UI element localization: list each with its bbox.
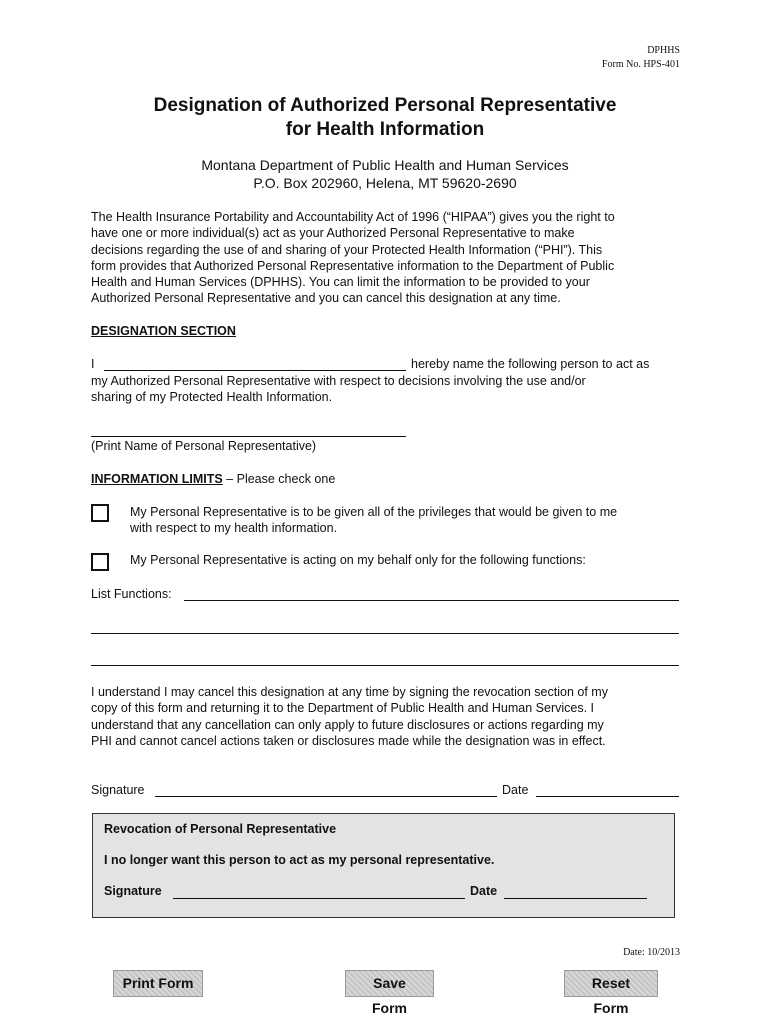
revocation-signature-field[interactable] (173, 898, 465, 899)
list-functions-field-3[interactable] (91, 665, 679, 666)
form-header (602, 44, 680, 72)
designation-heading: DESIGNATION SECTION (91, 324, 236, 338)
cancel-line: copy of this form and returning it to the Department of Public Health and Human Services. I (91, 701, 595, 716)
cancel-line: PHI and cannot cancel actions taken or disclosures made while the designation was in effect. (91, 733, 606, 748)
revocation-heading: Revocation of Personal Representative (104, 822, 337, 836)
limited-functions-checkbox[interactable] (91, 553, 109, 571)
designation-prefix: I (91, 357, 95, 371)
revocation-box (92, 813, 675, 918)
intro-line: Health and Human Services (DPHHS). You can limit the information to be provided to your (91, 275, 590, 290)
designation-line-3: sharing of my Protected Health Information. (91, 390, 333, 405)
cancel-line: understand that any cancellation can only apply to future disclosures or actions regarding my (91, 717, 604, 732)
limits-heading: INFORMATION LIMITS (91, 472, 223, 486)
intro-line: decisions regarding the use of and sharing of your Protected Health Information (“PHI”). This (91, 242, 603, 257)
signature-label: Signature (91, 783, 145, 797)
revocation-date-field[interactable] (504, 898, 647, 899)
all-privileges-checkbox[interactable] (91, 504, 109, 522)
reset-form-button[interactable]: Reset Form (564, 970, 658, 997)
option-1-line-1: My Personal Representative is to be given all of the privileges that would be given to me (130, 505, 618, 519)
representative-name-field[interactable] (91, 436, 406, 437)
save-form-button[interactable]: Save Form (345, 970, 434, 997)
revocation-signature-label: Signature (104, 884, 162, 898)
agency-block (0, 156, 770, 192)
date-field[interactable] (536, 796, 679, 797)
intro-paragraph (91, 209, 691, 307)
list-functions-field-1[interactable] (184, 600, 679, 601)
title-line-2: for Health Information (285, 119, 485, 140)
limits-instruction: – Please check one (222, 472, 336, 486)
print-form-button[interactable]: Print Form (113, 970, 203, 997)
date-label: Date (502, 783, 529, 797)
revocation-statement: I no longer want this person to act as my personal representative. (104, 853, 495, 867)
cancel-line: I understand I may cancel this designation at any time by signing the revocation section of my (91, 685, 608, 699)
intro-line: The Health Insurance Portability and Accountability Act of 1996 (“HIPAA”) gives you the right to (91, 210, 615, 224)
intro-line: form provides that Authorized Personal Representative information to the Department of Public (91, 258, 615, 273)
title-line-1: Designation of Authorized Personal Representative (153, 95, 617, 116)
designation-suffix: hereby name the following person to act as (411, 357, 650, 371)
list-functions-field-2[interactable] (91, 633, 679, 634)
form-number: Form No. HPS-401 (601, 59, 680, 70)
principal-name-field[interactable] (104, 370, 406, 371)
information-limits (91, 472, 335, 486)
designation-line-2: my Authorized Personal Representative with respect to decisions involving the use and/or (91, 374, 586, 388)
agency-name: Montana Department of Public Health and Human Services (201, 157, 569, 173)
agency-address: P.O. Box 202960, Helena, MT 59620-2690 (253, 175, 517, 191)
intro-line: have one or more individual(s) act as your Authorized Personal Representative to make (91, 226, 575, 241)
designation-text (91, 373, 691, 406)
page-title (0, 94, 770, 142)
agency-code: DPHHS (647, 45, 680, 56)
option-1-line-2: with respect to my health information. (130, 521, 338, 536)
option-all-privileges (130, 504, 617, 537)
option-limited-functions: My Personal Representative is acting on my behalf only for the following functions: (130, 553, 586, 567)
revocation-date-label: Date (470, 884, 498, 898)
print-name-label: (Print Name of Personal Representative) (91, 439, 317, 453)
list-functions-label: List Functions: (91, 587, 172, 601)
intro-line: Authorized Personal Representative and you can cancel this designation at any time. (91, 291, 561, 306)
cancellation-paragraph (91, 684, 691, 749)
form-date: Date: 10/2013 (623, 947, 680, 958)
signature-field[interactable] (155, 796, 497, 797)
